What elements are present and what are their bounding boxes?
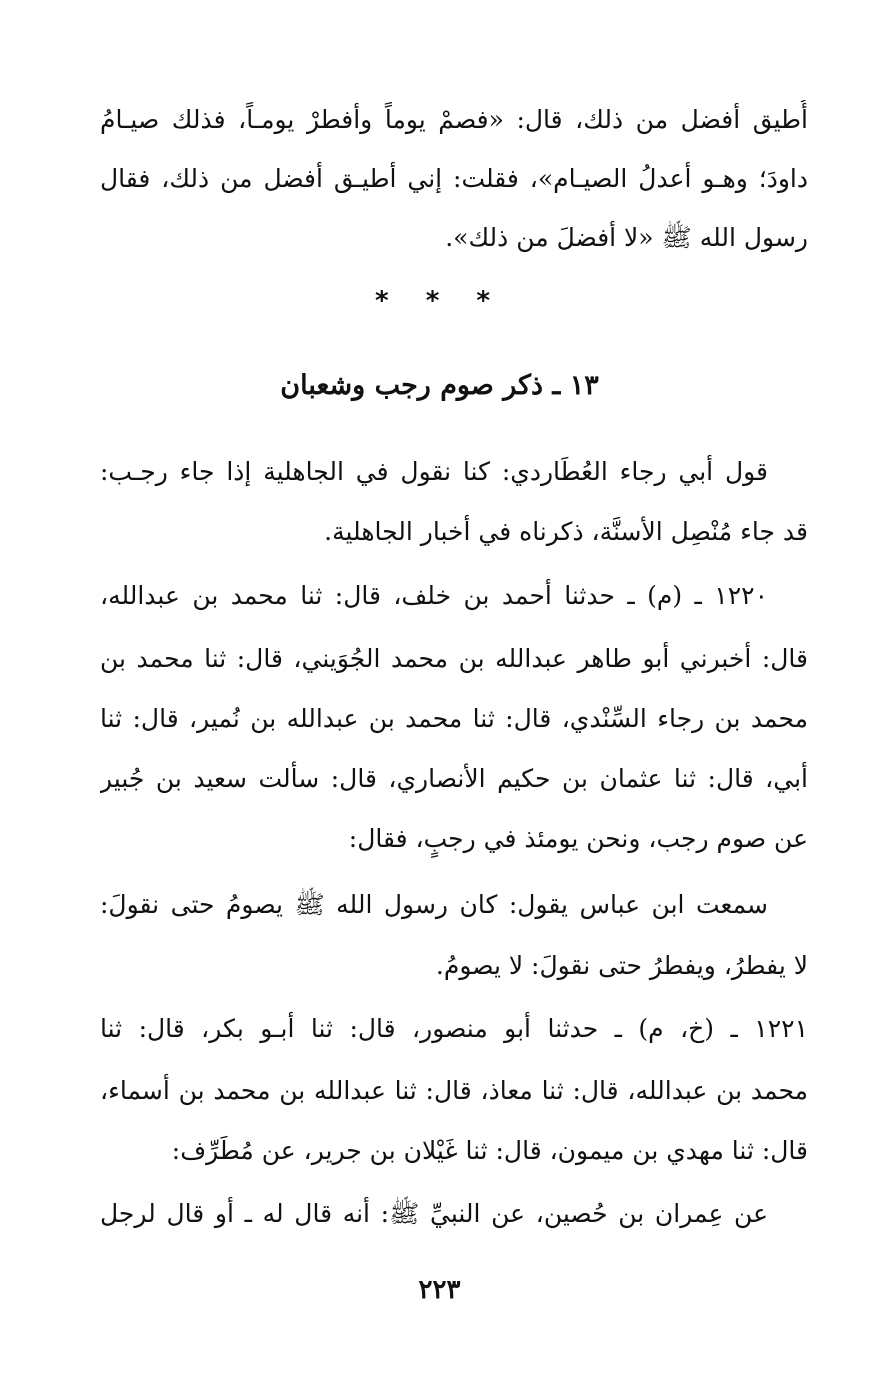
section-separator: * * * [375,286,504,316]
text-line: محمد بن عبدالله، قال: ثنا معاذ، قال: ثنا عبدالله بن محمد بن أسماء، [100,1076,808,1105]
text-line: قال: أخبرني أبو طاهر عبدالله بن محمد الجُوَيني، قال: ثنا محمد بن [100,644,808,673]
text-line: سمعت ابن عباس يقول: كان رسول الله ﷺ يصومُ حتى نقولَ: [100,890,768,919]
text-line: قول أبي رجاء العُطَاردي: كنا نقول في الجاهلية إذا جاء رجـب: [100,457,768,486]
text-line: قد جاء مُنْصِل الأسنَّة، ذكرناه في أخبار الجاهلية. [324,517,808,546]
hadith-number-line: ١٢٢٠ ـ (م) ـ حدثنا أحمد بن خلف، قال: ثنا محمد بن عبدالله، [100,581,768,610]
text-line: رسول الله ﷺ «لا أفضلَ من ذلك». [445,223,808,252]
text-line: أُطيق أفضل من ذلك، قال: «فصمْ يوماً وأفطرْ يومـاً، فذلك صيـامُ [100,105,808,134]
hadith-number-line: ١٢٢١ ـ (خ، م) ـ حدثنا أبو منصور، قال: ثنا أبـو بكر، قال: ثنا [100,1014,808,1043]
text-line: عن عِمران بن حُصين، عن النبيِّ ﷺ: أنه قال له ـ أو قال لرجل [100,1199,768,1228]
section-heading: ١٣ ـ ذكر صوم رجب وشعبان [280,370,599,401]
text-line: عن صوم رجب، ونحن يومئذ في رجبٍ، فقال: [348,824,808,853]
text-line: لا يفطرُ، ويفطرُ حتى نقولَ: لا يصومُ. [435,951,808,980]
text-line: قال: ثنا مهدي بن ميمون، قال: ثنا غَيْلان بن جرير، عن مُطَرِّف: [171,1136,808,1165]
text-line: داودَ؛ وهـو أعدلُ الصيـام»، فقلت: إني أطيـق أفضل من ذلك، فقال [100,164,808,193]
page-number: ٢٢٣ [418,1275,461,1305]
text-line: محمد بن رجاء السِّنْدي، قال: ثنا محمد بن عبدالله بن نُمير، قال: ثنا [100,704,808,733]
text-line: أبي، قال: ثنا عثمان بن حكيم الأنصاري، قال: سألت سعيد بن جُبير [100,764,808,793]
